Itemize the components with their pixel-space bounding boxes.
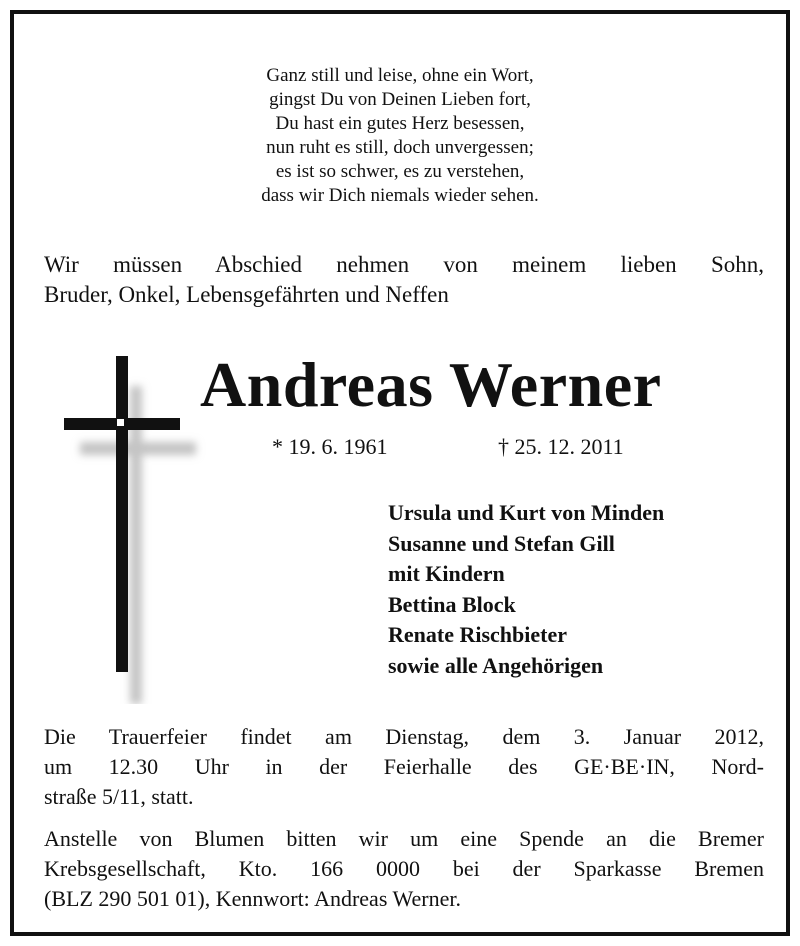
birth-date: * 19. 6. 1961 — [272, 434, 388, 459]
farewell-intro — [44, 250, 764, 310]
donation-info — [44, 824, 764, 914]
intro-line: Wir müssen Abschied nehmen von meinem lieben Sohn, — [44, 252, 764, 277]
poem-line: Ganz still und leise, ohne ein Wort, — [266, 65, 534, 86]
funeral-line: straße 5/11, statt. — [44, 784, 194, 809]
mourner: mit Kindern — [388, 561, 505, 586]
poem — [14, 64, 786, 208]
cross-highlight — [117, 419, 124, 426]
funeral-line: Die Trauerfeier findet am Dienstag, dem 3. Januar 2012, — [44, 724, 764, 749]
cross-shape — [64, 356, 180, 672]
poem-line: es ist so schwer, es zu verstehen, — [275, 161, 525, 182]
poem-line: gingst Du von Deinen Lieben fort, — [269, 89, 531, 110]
mourners-list — [388, 498, 664, 681]
donation-line: Anstelle von Blumen bitten wir um eine Spende an die Bremer — [44, 826, 764, 851]
mourner: Renate Rischbieter — [388, 622, 568, 647]
mourner: Ursula und Kurt von Minden — [388, 500, 665, 525]
poem-line: nun ruht es still, doch unvergessen; — [266, 137, 534, 158]
funeral-info — [44, 722, 764, 812]
poem-line: Du hast ein gutes Herz besessen, — [275, 113, 525, 134]
mourner: Bettina Block — [388, 591, 516, 617]
obituary-notice — [10, 10, 790, 936]
intro-line: Bruder, Onkel, Lebensgefährten und Neffen — [44, 282, 449, 307]
donation-line: (BLZ 290 501 01), Kennwort: Andreas Werner. — [44, 886, 461, 911]
mourner: sowie alle Angehörigen — [388, 652, 604, 678]
poem-line: dass wir Dich niemals wieder sehen. — [261, 185, 539, 206]
cross-icon — [34, 354, 214, 704]
mourner: Susanne und Stefan Gill — [388, 530, 615, 556]
deceased-name: Andreas Werner — [200, 349, 662, 420]
funeral-line: um 12.30 Uhr in der Feierhalle des GE·BE·IN, Nord- — [44, 754, 764, 779]
cross-shadow — [80, 386, 196, 704]
donation-line: Krebsgesellschaft, Kto. 166 0000 bei der Sparkasse Bremen — [44, 856, 764, 881]
death-date: † 25. 12. 2011 — [498, 434, 624, 459]
